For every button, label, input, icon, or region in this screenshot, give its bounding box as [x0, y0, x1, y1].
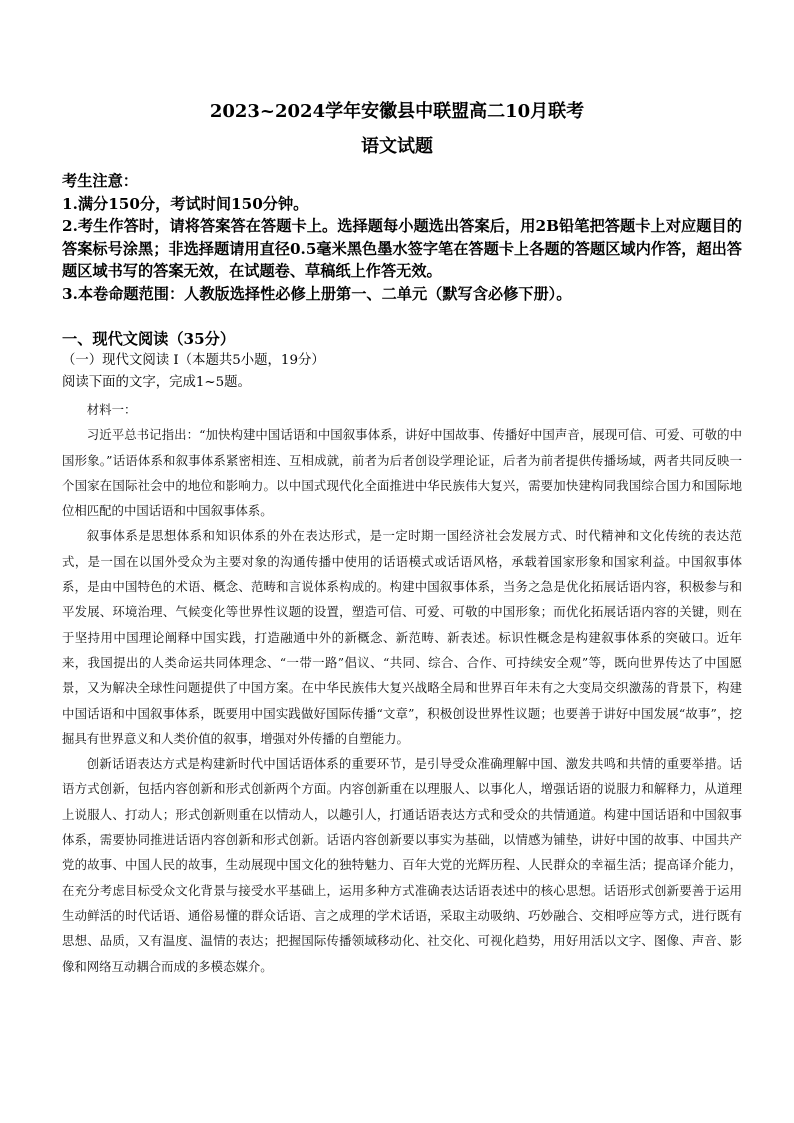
candidate-notice	[62, 170, 742, 305]
section-heading: 一、现代文阅读（35分）	[62, 330, 236, 348]
material-label: 材料一：	[86, 402, 137, 417]
exam-title: 2023~2024学年安徽县中联盟高二10月联考	[209, 101, 585, 122]
notice-item: 2.考生作答时，请将答案答在答题卡上。选择题每小题选出答案后，用2B铅笔把答题卡上对应题目的答案标号涂黑；非选择题请用直径0.5毫米黑色墨水签字笔在答题卡上各题的答题区域内作答，超出答题区域书写的答案无效，在试题卷、草稿纸上作答无效。	[62, 217, 742, 280]
exam-subtitle: 语文试题	[361, 136, 433, 157]
material-paragraph: 创新话语表达方式是构建新时代中国话语体系的重要环节，是引导受众准确理解中国、激发共鸣和共情的重要举措。话语方式创新，包括内容创新和形式创新两个方面。内容创新重在以理服人、以事化人，增强话语的说服力和解释力，从道理上说服人、打动人；形式创新则重在以情动人，以趣引人，打通话语表达方式和受众的共情通道。构建中国话语和中国叙事体系，需要协同推进话语内容创新和形式创新。话语内容创新要以事实为基础，以情感为铺垫，讲好中国的故事、中国共产党的故事、中国人民的故事，生动展现中国文化的独特魅力、百年大党的光辉历程、人民群众的幸福生活；提高译介能力，在充分考虑目标受众文化背景与接受水平基础上，运用多种方式准确表达话语表述中的核心思想。话语形式创新要善于运用生动鲜活的时代话语、通俗易懂的群众话语、言之成理的学术话语，采取主动吸纳、巧妙融合、交相呼应等方式，进行既有思想、品质，又有温度、温情的表达；把握国际传播领域移动化、社交化、可视化趋势，用好用活以文字、图像、声音、影像和网络互动耦合而成的多模态媒介。	[62, 756, 742, 974]
notice-heading: 考生注意：	[62, 172, 138, 190]
reading-material	[62, 397, 742, 979]
section-subheading: （一）现代文阅读 I（本题共5小题，19分）	[62, 353, 325, 368]
material-paragraph: 叙事体系是思想体系和知识体系的外在表达形式，是一定时期一国经济社会发展方式、时代精神和文化传统的表达范式，是一国在以国外受众为主要对象的沟通传播中使用的话语模式或话语风格，承载着国家形象和国家利益。中国叙事体系，是由中国特色的术语、概念、范畴和言说体系构成的。构建中国叙事体系，当务之急是优化拓展话语内容，积极参与和平发展、环境治理、气候变化等世界性议题的设置，塑造可信、可爱、可敬的中国形象；而优化拓展话语内容的关键，则在于坚持用中国理论阐释中国实践，打造融通中外的新概念、新范畴、新表述。标识性概念是构建叙事体系的突破口。近年来，我国提出的人类命运共同体理念、“一带一路”倡议、“共同、综合、合作、可持续安全观”等，既向世界传达了中国愿景，又为解决全球性问题提供了中国方案。在中华民族伟大复兴战略全局和世界百年未有之大变局交织激荡的背景下，构建中国话语和中国叙事体系，既要用中国实践做好国际传播“文章”，积极创设世界性议题；也要善于讲好中国发展“故事”，挖掘具有世界意义和人类价值的叙事，增强对外传播的自塑能力。	[62, 528, 742, 746]
notice-item: 3.本卷命题范围：人教版选择性必修上册第一、二单元（默写含必修下册）。	[62, 284, 572, 303]
reading-instruction: 阅读下面的文字，完成1~5题。	[62, 375, 251, 390]
notice-item: 1.满分150分，考试时间150分钟。	[62, 194, 309, 213]
material-paragraph: 习近平总书记指出：“加快构建中国话语和中国叙事体系，讲好中国故事、传播好中国声音，展现可信、可爱、可敬的中国形象。”话语体系和叙事体系紧密相连、互相成就，前者为后者创设学理论证，后者为前者提供传播场域，两者共同反映一个国家在国际社会中的地位和影响力。以中国式现代化全面推进中华民族伟大复兴，需要加快建构同我国综合国力和国际地位相匹配的中国话语和中国叙事体系。	[62, 427, 742, 519]
